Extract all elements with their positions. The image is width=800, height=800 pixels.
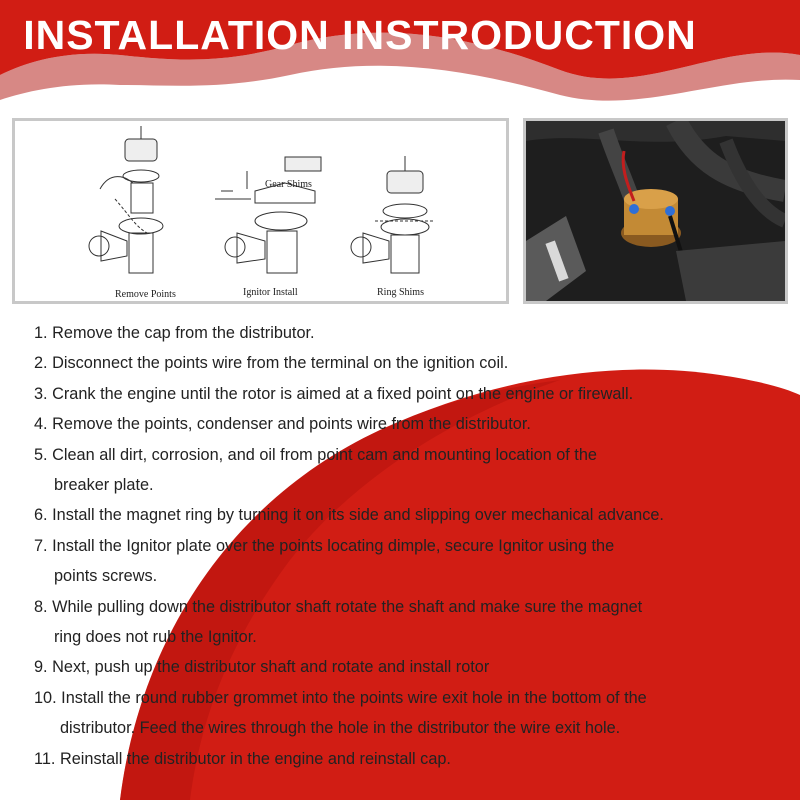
step-item [34,683,794,744]
step-number: 4. [34,415,48,434]
step-number: 6. [34,506,48,525]
step-text: Remove the points, condenser and points wire from the distributor. [52,415,531,434]
step-number: 1. [34,324,48,342]
step-number: 5. [34,445,48,464]
step-text: Install the Ignitor plate over the points locating dimple, secure Ignitor using the [52,536,615,555]
step-text-continued: breaker plate. [54,476,154,495]
step-text-continued: distributor. Feed the wires through the hole in the distributor the wire exit hole. [60,719,621,738]
step-item [34,440,794,501]
gear-shims-label: Gear Shims [265,179,312,190]
step-item [34,531,794,592]
step-text: Crank the engine until the rotor is aimed at a fixed point on the engine or firewall. [52,384,634,403]
ignitor-install-distributor [215,157,321,273]
ring-shims-label: Ring Shims [377,287,424,298]
engine-coil-photo [523,118,788,304]
step-item [34,652,794,682]
step-text: Disconnect the points wire from the terminal on the ignition coil. [52,354,509,373]
step-text-continued: points screws. [54,567,158,586]
step-item [34,592,794,653]
remove-points-label: Remove Points [115,289,176,300]
step-number: 11. [34,749,56,768]
step-text: Reinstall the distributor in the engine and reinstall cap. [59,749,451,768]
remove-points-distributor [89,126,163,273]
step-item [34,379,794,409]
distributor-diagram-panel [12,118,509,304]
ring-shims-distributor [351,156,435,273]
step-number: 7. [34,536,48,555]
step-text: Install the round rubber grommet into the points wire exit hole in the bottom of the [61,688,647,707]
step-item [34,409,794,439]
step-text: Clean all dirt, corrosion, and oil from point cam and mounting location of the [52,445,597,464]
step-text-continued: ring does not rub the Ignitor. [54,628,257,647]
step-item [34,318,794,348]
step-item [34,744,794,774]
step-item [34,348,794,378]
ignitor-install-label: Ignitor Install [243,287,298,298]
step-item [34,500,794,530]
step-text: Remove the cap from the distributor. [52,324,315,342]
step-number: 9. [34,658,48,677]
step-text: Install the magnet ring by turning it on its side and slipping over mechanical advance. [52,506,664,525]
installation-steps-list [34,318,794,774]
step-text: While pulling down the distributor shaft rotate the shaft and make sure the magnet [52,597,643,616]
step-number: 2. [34,354,48,373]
page-title: INSTALLATION INSTRODUCTION [23,12,697,58]
step-number: 3. [34,384,48,403]
engine-coil-photo-icon [526,121,785,301]
step-number: 8. [34,597,48,616]
step-number: 10. [34,688,57,707]
distributor-diagram [15,121,506,301]
step-text: Next, push up the distributor shaft and rotate and install rotor [52,658,490,677]
